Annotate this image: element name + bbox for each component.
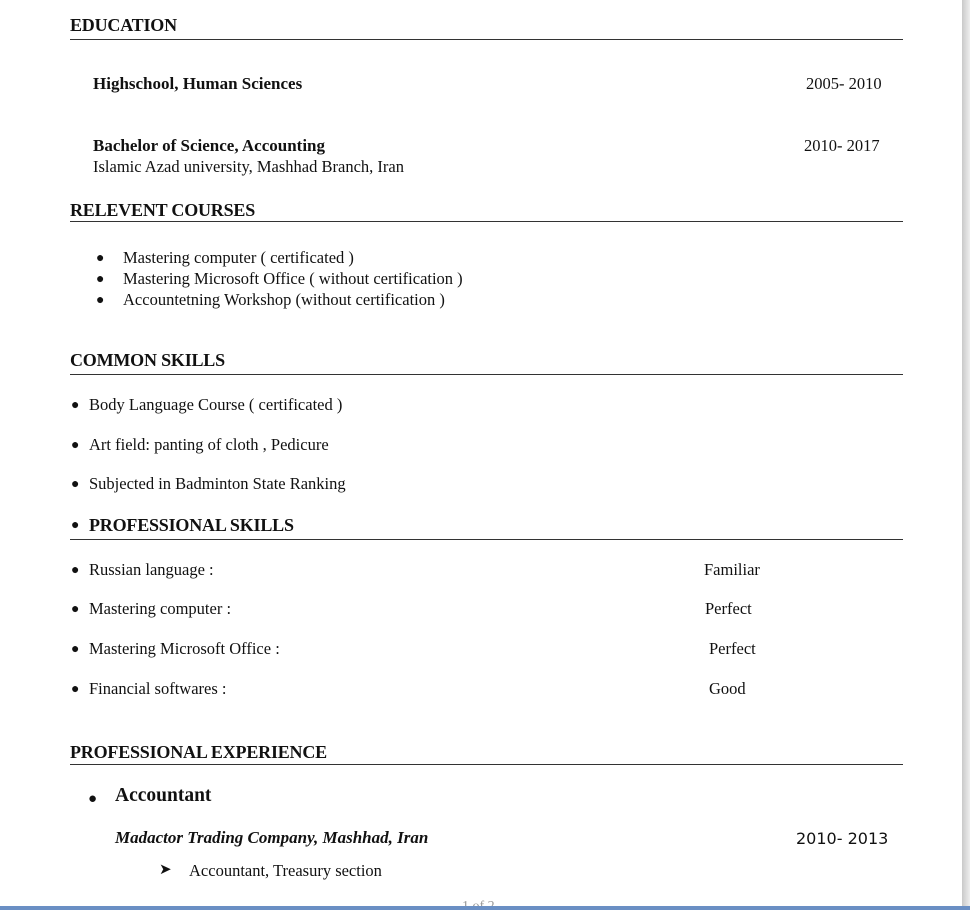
- page-right-edge: [962, 0, 970, 910]
- job-years-1: 2010- 2013: [796, 829, 889, 848]
- bullet-icon: ●: [96, 272, 105, 287]
- bullet-icon: ●: [71, 398, 80, 413]
- experience-heading: PROFESSIONAL EXPERIENCE: [70, 742, 327, 762]
- courses-rule: [70, 221, 903, 222]
- common-skills-heading: COMMON SKILLS: [70, 350, 225, 370]
- professional-skills-rule: [70, 539, 903, 540]
- pro-skill-name-4: Financial softwares :: [89, 679, 227, 698]
- education-heading: EDUCATION: [70, 15, 177, 35]
- pro-skill-name-3: Mastering Microsoft Office :: [89, 639, 280, 658]
- education-institution-2: Islamic Azad university, Mashhad Branch, Iran: [93, 157, 404, 176]
- course-item-1: Mastering computer ( certificated ): [123, 248, 354, 267]
- page-indicator: [462, 899, 495, 905]
- pro-skill-name-1: Russian language :: [89, 560, 214, 579]
- course-item-2: Mastering Microsoft Office ( without certification ): [123, 269, 463, 288]
- education-rule: [70, 39, 903, 40]
- common-skill-3: Subjected in Badminton State Ranking: [89, 474, 346, 493]
- pro-skill-name-2: Mastering computer :: [89, 599, 232, 618]
- bullet-icon: ●: [96, 251, 105, 266]
- bullet-icon: ●: [88, 791, 98, 807]
- courses-heading: RELEVENT COURSES: [70, 200, 256, 220]
- common-skill-1: Body Language Course ( certificated ): [89, 395, 343, 414]
- education-degree-2: Bachelor of Science, Accounting: [93, 136, 325, 155]
- job-company-1: Madactor Trading Company, Mashhad, Iran: [115, 828, 429, 847]
- bullet-icon: ●: [71, 642, 80, 657]
- bullet-icon: ●: [96, 293, 105, 308]
- experience-rule: [70, 764, 903, 765]
- pro-skill-level-4: Good: [709, 679, 746, 698]
- professional-skills-heading: PROFESSIONAL SKILLS: [89, 515, 294, 535]
- education-years-2: 2010- 2017: [804, 136, 880, 155]
- window-bottom-border: [0, 906, 970, 910]
- pro-skill-level-1: Familiar: [704, 560, 760, 579]
- course-item-3: Accountetning Workshop (without certification ): [123, 290, 445, 309]
- common-skills-rule: [70, 374, 903, 375]
- education-degree-1: Highschool, Human Sciences: [93, 74, 303, 93]
- arrow-bullet-icon: ➤: [159, 860, 172, 878]
- bullet-icon: ●: [71, 477, 80, 492]
- job-duty-1: Accountant, Treasury section: [189, 861, 382, 880]
- common-skill-2: Art field: panting of cloth , Pedicure: [89, 435, 329, 454]
- education-years-1: 2005- 2010: [806, 74, 882, 93]
- pro-skill-level-2: Perfect: [705, 599, 752, 618]
- bullet-icon: ●: [71, 563, 80, 578]
- bullet-icon: ●: [71, 438, 80, 453]
- job-title-1: Accountant: [115, 785, 212, 806]
- bullet-icon: ●: [71, 602, 80, 617]
- bullet-icon: ●: [71, 682, 80, 697]
- bullet-icon: ●: [71, 518, 80, 533]
- pro-skill-level-3: Perfect: [709, 639, 756, 658]
